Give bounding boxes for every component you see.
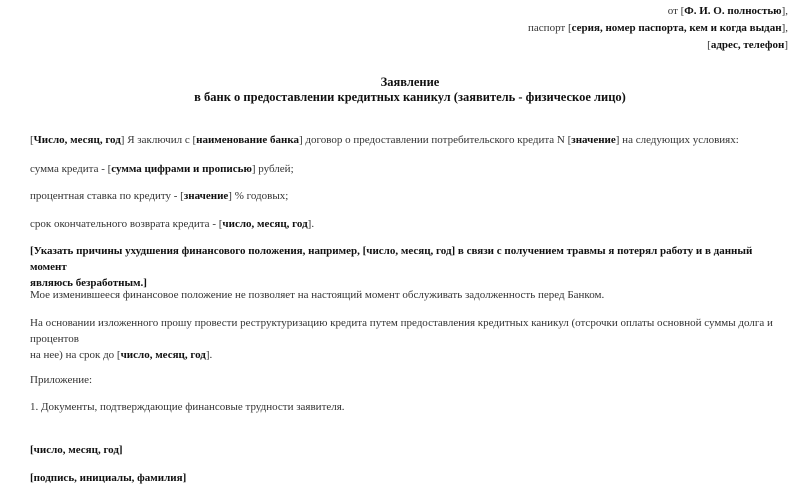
paragraph-reason: [Указать причины ухудшения финансового положения, например, [число, месяц, год] в связи с получением травмы я потерял работу и в данный момент являюсь безработным.] [30,245,753,289]
passport-placeholder: серия, номер паспорта, кем и когда выдан [571,22,782,34]
title-line-1: Заявление [380,75,440,89]
appendix-heading: Приложение: [30,374,93,386]
paragraph-request: На основании изложенного прошу провести реструктуризацию кредита путем предоставления кредитных каникул (отсрочки оплаты основной суммы долга и процентов на нее) на срок до [число, месяц, год]. [30,317,773,361]
paragraph-repayment-term: срок окончательного возврата кредита - [число, месяц, год]. [30,218,315,230]
passport-line: паспорт [серия, номер паспорта, кем и когда выдан], [528,22,788,34]
paragraph-financial-status: Мое изменившееся финансовое положение не позволяет на настоящий момент обслуживать задолженность перед Банком. [30,289,605,301]
document-title [0,75,800,105]
appendix-item: 1. Документы, подтверждающие финансовые трудности заявителя. [30,401,345,413]
paragraph-loan-amount: сумма кредита - [сумма цифрами и прописью] рублей; [30,163,294,175]
date-placeholder: [число, месяц, год] [30,444,123,456]
applicant-header [528,3,788,54]
title-line-2: в банк о предоставлении кредитных каникул (заявитель - физическое лицо) [194,90,626,104]
paragraph-interest-rate: процентная ставка по кредиту - [значение] % годовых; [30,190,289,202]
applicant-name-line: от [Ф. И. О. полностью], [667,5,788,17]
signature-placeholder: [подпись, инициалы, фамилия] [30,472,187,484]
address-line: [адрес, телефон] [707,39,788,51]
applicant-name-placeholder: Ф. И. О. полностью [684,5,782,17]
paragraph-loan-agreement: [Число, месяц, год] Я заключил с [наименование банка] договор о предоставлении потребительского кредита N [значение] на следующих условиях: [30,134,739,146]
address-placeholder: адрес, телефон [710,39,785,51]
